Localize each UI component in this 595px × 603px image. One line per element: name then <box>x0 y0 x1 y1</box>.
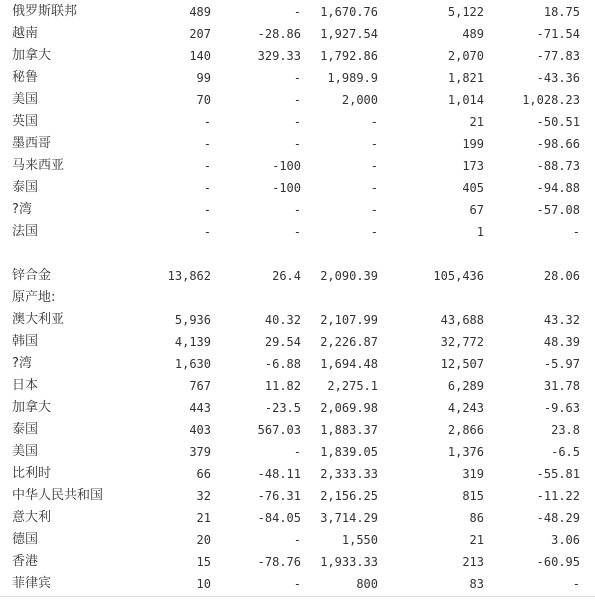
row-label: 韩国 <box>12 334 39 349</box>
cell-value: 815 <box>462 489 484 503</box>
table-row <box>0 155 595 177</box>
table-row <box>0 265 595 287</box>
row-label: 英国 <box>12 114 39 129</box>
cell-value: -50.51 <box>536 115 580 129</box>
cell-value: - <box>203 225 211 239</box>
cell-value: - <box>293 577 301 591</box>
cell-value: -60.95 <box>536 555 580 569</box>
cell-value: 567.03 <box>257 423 301 437</box>
cell-value: 28.06 <box>543 269 580 283</box>
row-label: 墨西哥 <box>12 136 52 151</box>
cell-value: - <box>370 181 378 195</box>
table-row <box>0 529 595 551</box>
cell-value: -55.81 <box>536 467 580 481</box>
cell-value: - <box>572 577 580 591</box>
row-label: 越南 <box>12 26 39 41</box>
cell-value: -5.97 <box>543 357 580 371</box>
row-label: 中华人民共和国 <box>12 488 104 503</box>
row-label: 泰国 <box>12 180 39 195</box>
cell-value: 2,000 <box>341 93 378 107</box>
cell-value: -94.88 <box>536 181 580 195</box>
cell-value: 767 <box>189 379 211 393</box>
table-row <box>0 199 595 221</box>
cell-value: - <box>370 159 378 173</box>
cell-value: - <box>203 137 211 151</box>
cell-value: 2,070 <box>447 49 484 63</box>
table-row <box>0 45 595 67</box>
cell-value: -48.29 <box>536 511 580 525</box>
cell-value: -6.88 <box>264 357 301 371</box>
row-label: 原产地: <box>12 290 56 305</box>
cell-value: -6.5 <box>551 445 580 459</box>
table-row <box>0 89 595 111</box>
cell-value: -57.08 <box>536 203 580 217</box>
cell-value: - <box>203 203 211 217</box>
cell-value: 2,090.39 <box>320 269 378 283</box>
cell-value: 15 <box>196 555 211 569</box>
table-row <box>0 573 595 595</box>
cell-value: 21 <box>196 511 211 525</box>
cell-value: 489 <box>189 5 211 19</box>
cell-value: 207 <box>189 27 211 41</box>
cell-value: 70 <box>196 93 211 107</box>
cell-value: 1,839.05 <box>320 445 378 459</box>
cell-value: 2,156.25 <box>320 489 378 503</box>
cell-value: 43,688 <box>440 313 484 327</box>
cell-value: -43.36 <box>536 71 580 85</box>
row-label: 法国 <box>12 224 39 239</box>
cell-value: 66 <box>196 467 211 481</box>
cell-value: -78.76 <box>257 555 301 569</box>
cell-value: 2,866 <box>447 423 484 437</box>
cell-value: - <box>203 181 211 195</box>
cell-value: 2,107.99 <box>320 313 378 327</box>
cell-value: 21 <box>469 115 484 129</box>
cell-value: -71.54 <box>536 27 580 41</box>
cell-value: - <box>293 115 301 129</box>
cell-value: - <box>293 71 301 85</box>
cell-value: 405 <box>462 181 484 195</box>
row-label: ?湾 <box>12 356 32 371</box>
cell-value: 83 <box>469 577 484 591</box>
cell-value: 2,275.1 <box>327 379 378 393</box>
row-label: 俄罗斯联邦 <box>12 4 78 19</box>
row-label: ?湾 <box>12 202 32 217</box>
cell-value: 4,243 <box>447 401 484 415</box>
cell-value: 26.4 <box>272 269 301 283</box>
cell-value: 48.39 <box>543 335 580 349</box>
cell-value: -48.11 <box>257 467 301 481</box>
table-row <box>0 485 595 507</box>
cell-value: - <box>293 203 301 217</box>
table-row <box>0 463 595 485</box>
cell-value: 105,436 <box>433 269 484 283</box>
cell-value: 213 <box>462 555 484 569</box>
row-label: 锌合金 <box>12 268 52 283</box>
cell-value: 443 <box>189 401 211 415</box>
cell-value: 18.75 <box>543 5 580 19</box>
cell-value: 2,226.87 <box>320 335 378 349</box>
cell-value: 1,883.37 <box>320 423 378 437</box>
cell-value: 489 <box>462 27 484 41</box>
cell-value: 21 <box>469 533 484 547</box>
cell-value: 1,792.86 <box>320 49 378 63</box>
table-row <box>0 133 595 155</box>
cell-value: 2,069.98 <box>320 401 378 415</box>
row-label: 香港 <box>12 554 39 569</box>
row-label: 比利时 <box>12 466 52 481</box>
cell-value: 1,670.76 <box>320 5 378 19</box>
cell-value: 1,028.23 <box>522 93 580 107</box>
cell-value: 1,694.48 <box>320 357 378 371</box>
table-row <box>0 353 595 375</box>
cell-value: 31.78 <box>543 379 580 393</box>
table-row <box>0 375 595 397</box>
cell-value: 1,989.9 <box>327 71 378 85</box>
cell-value: 1 <box>476 225 484 239</box>
row-label: 意大利 <box>12 510 52 525</box>
table-row <box>0 331 595 353</box>
cell-value: 32,772 <box>440 335 484 349</box>
cell-value: 1,376 <box>447 445 484 459</box>
cell-value: - <box>370 137 378 151</box>
cell-value: 12,507 <box>440 357 484 371</box>
cell-value: 23.8 <box>551 423 580 437</box>
cell-value: -11.22 <box>536 489 580 503</box>
cell-value: -100 <box>272 181 301 195</box>
cell-value: 32 <box>196 489 211 503</box>
cell-value: 3,714.29 <box>320 511 378 525</box>
row-label: 泰国 <box>12 422 39 437</box>
cell-value: - <box>293 93 301 107</box>
cell-value: 3.06 <box>551 533 580 547</box>
row-label: 马来西亚 <box>12 158 65 173</box>
cell-value: 319 <box>462 467 484 481</box>
cell-value: -77.83 <box>536 49 580 63</box>
cell-value: 379 <box>189 445 211 459</box>
cell-value: 173 <box>462 159 484 173</box>
cell-value: - <box>370 225 378 239</box>
cell-value: - <box>203 159 211 173</box>
row-label: 加拿大 <box>12 48 52 63</box>
cell-value: -9.63 <box>543 401 580 415</box>
cell-value: 43.32 <box>543 313 580 327</box>
cell-value: 1,630 <box>174 357 211 371</box>
cell-value: - <box>370 115 378 129</box>
row-label: 德国 <box>12 532 39 547</box>
table-row <box>0 287 595 309</box>
cell-value: - <box>572 225 580 239</box>
cell-value: - <box>293 533 301 547</box>
row-label: 加拿大 <box>12 400 52 415</box>
cell-value: 10 <box>196 577 211 591</box>
cell-value: 40.32 <box>264 313 301 327</box>
table-row <box>0 397 595 419</box>
cell-value: 800 <box>356 577 378 591</box>
row-label: 澳大利亚 <box>12 312 65 327</box>
table-row <box>0 177 595 199</box>
cell-value: 99 <box>196 71 211 85</box>
cell-value: 6,289 <box>447 379 484 393</box>
table-row <box>0 221 595 243</box>
bottom-divider <box>0 596 595 597</box>
cell-value: 1,821 <box>447 71 484 85</box>
table-row <box>0 1 595 23</box>
table-row <box>0 243 595 265</box>
cell-value: 1,014 <box>447 93 484 107</box>
table-row <box>0 23 595 45</box>
table-row <box>0 441 595 463</box>
row-label: 美国 <box>12 92 39 107</box>
cell-value: - <box>293 225 301 239</box>
cell-value: - <box>293 5 301 19</box>
cell-value: -28.86 <box>257 27 301 41</box>
cell-value: -98.66 <box>536 137 580 151</box>
cell-value: 20 <box>196 533 211 547</box>
cell-value: - <box>203 115 211 129</box>
row-label: 菲律宾 <box>12 576 52 591</box>
cell-value: - <box>293 445 301 459</box>
cell-value: 5,122 <box>447 5 484 19</box>
table-row <box>0 67 595 89</box>
cell-value: 2,333.33 <box>320 467 378 481</box>
row-label: 日本 <box>12 378 39 393</box>
cell-value: 67 <box>469 203 484 217</box>
cell-value: - <box>293 137 301 151</box>
table-row <box>0 507 595 529</box>
row-label: 秘鲁 <box>12 70 39 85</box>
cell-value: -100 <box>272 159 301 173</box>
cell-value: 29.54 <box>264 335 301 349</box>
cell-value: 11.82 <box>264 379 301 393</box>
table-row <box>0 111 595 133</box>
cell-value: 329.33 <box>257 49 301 63</box>
table-row <box>0 309 595 331</box>
cell-value: -88.73 <box>536 159 580 173</box>
cell-value: 86 <box>469 511 484 525</box>
cell-value: 1,550 <box>341 533 378 547</box>
cell-value: 1,933.33 <box>320 555 378 569</box>
cell-value: 4,139 <box>174 335 211 349</box>
cell-value: - <box>370 203 378 217</box>
row-label: 美国 <box>12 444 39 459</box>
cell-value: -23.5 <box>264 401 301 415</box>
cell-value: -84.05 <box>257 511 301 525</box>
cell-value: 13,862 <box>167 269 211 283</box>
cell-value: 5,936 <box>174 313 211 327</box>
cell-value: 1,927.54 <box>320 27 378 41</box>
cell-value: -76.31 <box>257 489 301 503</box>
cell-value: 199 <box>462 137 484 151</box>
cell-value: 140 <box>189 49 211 63</box>
table-row <box>0 419 595 441</box>
cell-value: 403 <box>189 423 211 437</box>
table-row <box>0 551 595 573</box>
